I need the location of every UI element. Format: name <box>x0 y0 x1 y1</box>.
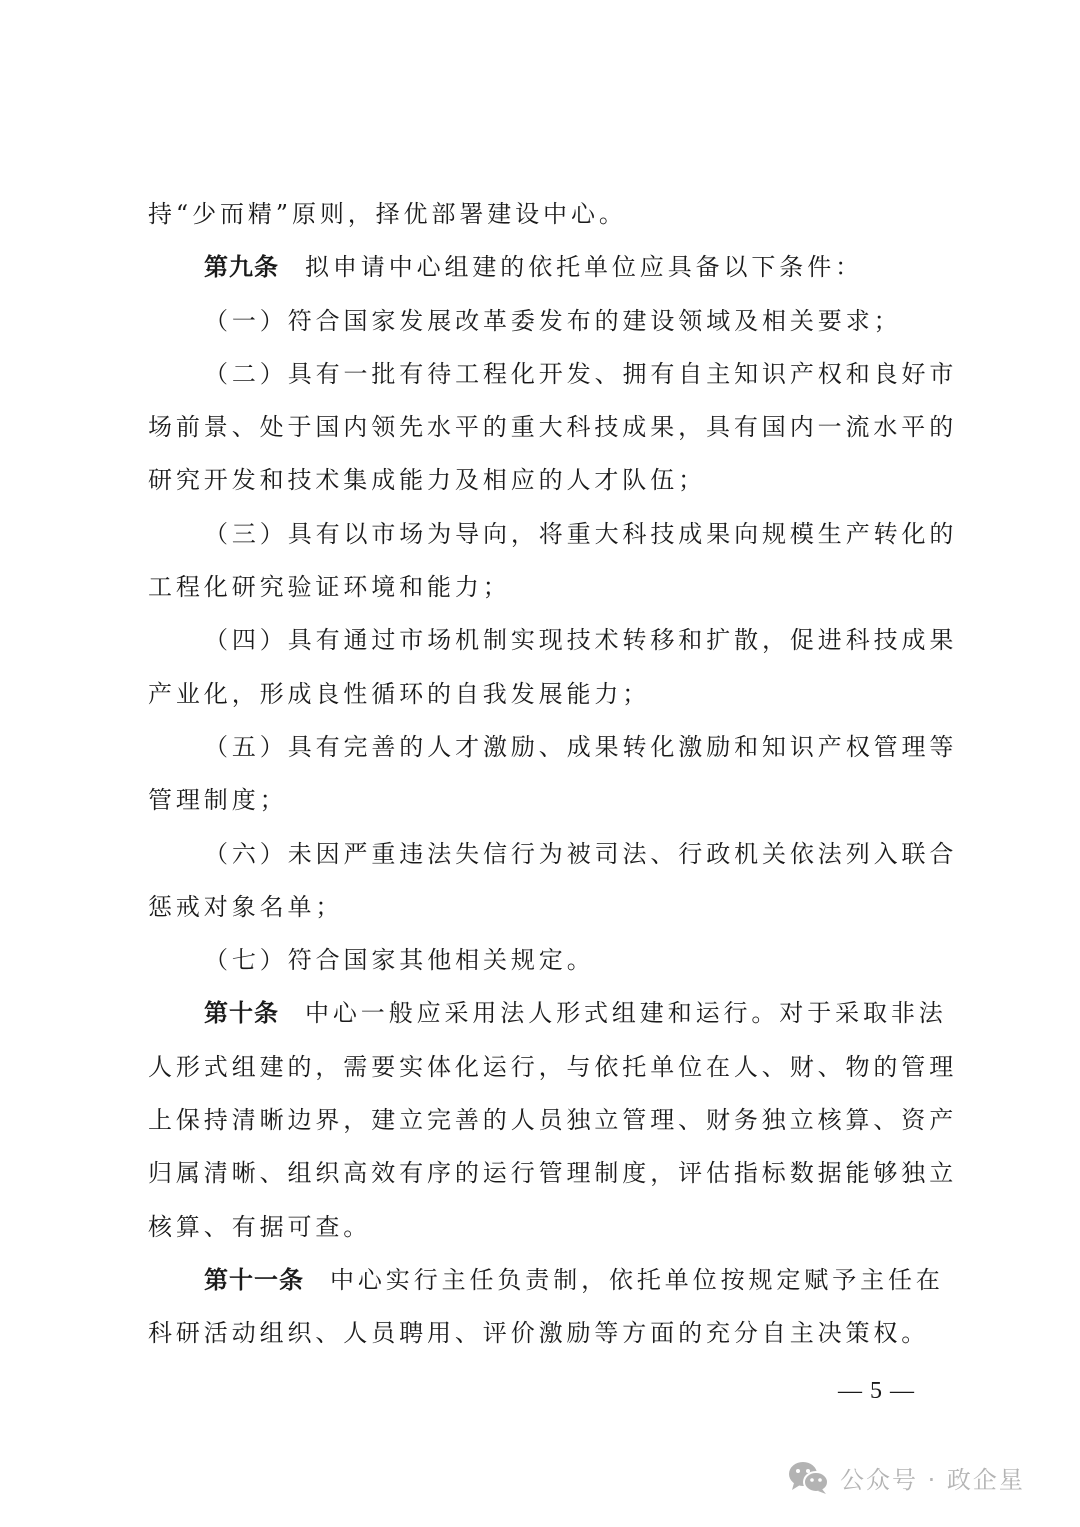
text-line: （七）符合国家其他相关规定。 <box>204 946 595 975</box>
watermark <box>788 1460 1025 1495</box>
text-line: 科研活动组织、人员聘用、评价激励等方面的充分自主决策权。 <box>148 1319 930 1348</box>
text-line: （四）具有通过市场机制实现技术转移和扩散，促进科技成果 <box>204 626 958 655</box>
article-heading: 第九条 <box>204 253 279 282</box>
text-line: （三）具有以市场为导向，将重大科技成果向规模生产转化的 <box>204 519 958 548</box>
text-line: 产业化，形成良性循环的自我发展能力； <box>148 679 651 708</box>
watermark-text: 公众号 · 政企星 <box>840 1466 1025 1494</box>
page-number: — 5 — <box>838 1378 915 1404</box>
text-line: （二）具有一批有待工程化开发、拥有自主知识产权和良好市 <box>204 359 958 388</box>
text-line: 第十一条 中心实行主任负责制，依托单位按规定赋予主任在 <box>204 1265 944 1294</box>
wechat-icon <box>788 1461 830 1495</box>
text-line: 核算、有据可查。 <box>148 1212 372 1241</box>
article-heading: 第十条 <box>204 999 279 1028</box>
text-line: 研究开发和技术集成能力及相应的人才队伍； <box>148 466 706 495</box>
text-line: （一）符合国家发展改革委发布的建设领域及相关要求； <box>204 306 902 335</box>
text-line: 持“少而精”原则，择优部署建设中心。 <box>148 200 627 228</box>
text-line: 第十条 中心一般应采用法人形式组建和运行。对于采取非法 <box>204 999 947 1028</box>
article-heading: 第十一条 <box>204 1265 304 1294</box>
text-line: （五）具有完善的人才激励、成果转化激励和知识产权管理等 <box>204 732 958 761</box>
text-line: 惩戒对象名单； <box>148 892 344 921</box>
text-line: 管理制度； <box>148 786 288 815</box>
text-line: 第九条 拟申请中心组建的依托单位应具备以下条件： <box>204 253 863 282</box>
document-page <box>148 188 958 1361</box>
text-line: 工程化研究验证环境和能力； <box>148 573 511 602</box>
text-line: （六）未因严重违法失信行为被司法、行政机关依法列入联合 <box>204 839 958 868</box>
text-line: 人形式组建的，需要实体化运行，与依托单位在人、财、物的管理 <box>148 1052 958 1081</box>
text-line: 归属清晰、组织高效有序的运行管理制度，评估指标数据能够独立 <box>148 1159 958 1188</box>
text-line: 上保持清晰边界，建立完善的人员独立管理、财务独立核算、资产 <box>148 1106 958 1135</box>
text-line: 场前景、处于国内领先水平的重大科技成果，具有国内一流水平的 <box>148 413 958 442</box>
